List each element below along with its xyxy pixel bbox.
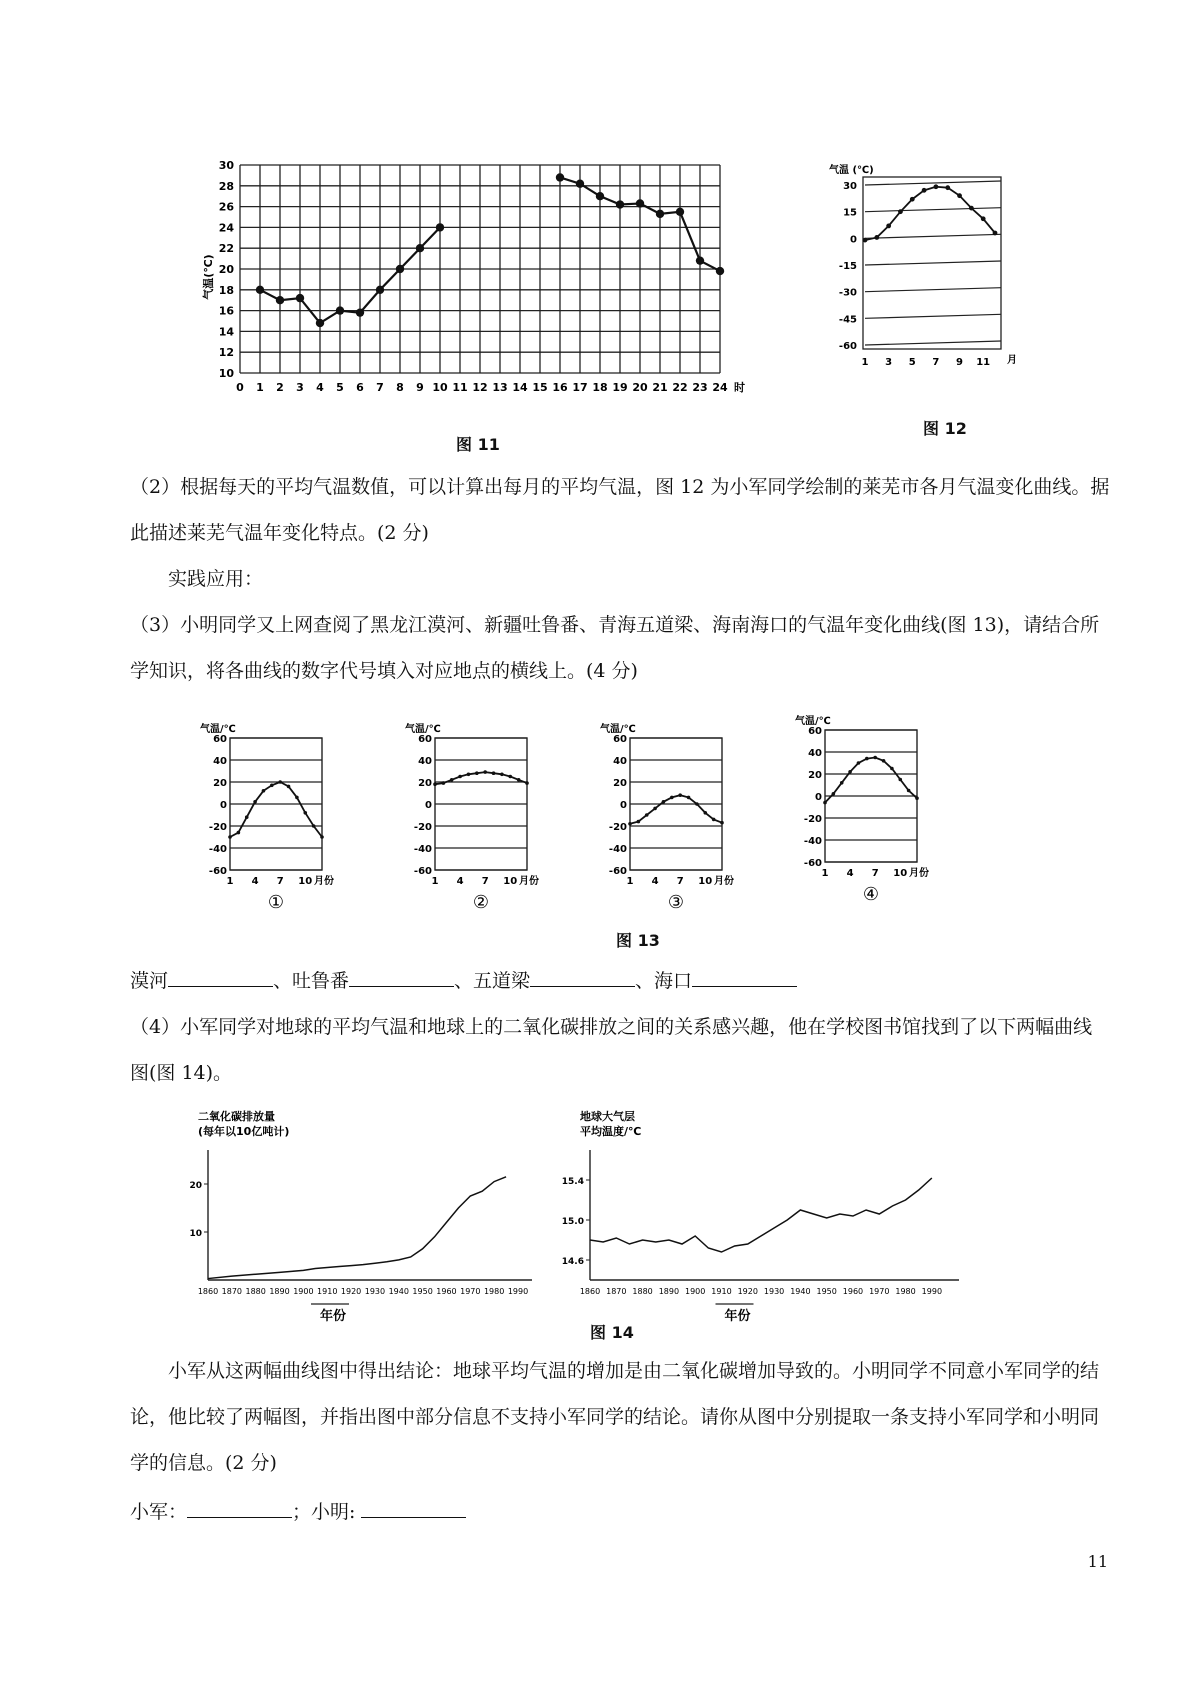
data-point — [356, 308, 364, 316]
x-tick-label: 7 — [676, 876, 684, 887]
x-tick-label: 1 — [626, 876, 634, 887]
x-unit-label: 月份 — [519, 876, 539, 887]
data-point — [865, 757, 869, 761]
y-tick-label: -15 — [838, 261, 857, 272]
data-point — [907, 789, 911, 793]
x-tick-label: 9 — [956, 357, 964, 368]
data-point — [670, 796, 674, 800]
y-tick-label: -40 — [413, 844, 432, 855]
grid-line-horizontal — [865, 208, 1001, 212]
data-point — [832, 792, 836, 796]
series-line — [630, 795, 722, 824]
data-point — [458, 775, 462, 779]
x-tick-label: 4 — [316, 381, 324, 394]
x-tick-label: 1870 — [606, 1287, 627, 1296]
y-tick-label: 15 — [843, 207, 857, 219]
answer-line-places — [130, 958, 1110, 1004]
data-point — [957, 193, 962, 198]
data-point — [517, 778, 521, 782]
data-point — [910, 197, 915, 202]
series-line — [230, 782, 322, 837]
x-tick-label: 1920 — [340, 1287, 362, 1296]
figure-13-chart — [190, 716, 1010, 950]
y-tick-label: -45 — [838, 314, 857, 326]
data-point — [703, 811, 707, 815]
figure-14-caption: 图 14 — [590, 1323, 634, 1342]
x-tick-label: 1880 — [632, 1287, 653, 1296]
grid-line-horizontal — [865, 234, 1001, 238]
y-tick-label: 40 — [213, 756, 227, 767]
data-point — [934, 184, 939, 189]
x-tick-label: 17 — [572, 381, 588, 394]
y-axis-label-line1: 地球大气层 — [580, 1110, 635, 1123]
question-2: （2）根据每天的平均气温数值，可以计算出每月的平均气温，图 12 为小军同学绘制的莱芜市各月气温变化曲线。据此描述莱芜气温年变化特点。(2 分) — [130, 476, 1110, 544]
data-point — [596, 192, 604, 200]
data-point — [915, 796, 919, 800]
x-tick-label: 1890 — [269, 1287, 290, 1296]
data-point — [262, 789, 266, 793]
y-tick-label: 0 — [850, 234, 857, 246]
data-point — [873, 756, 877, 760]
y-tick-label: 16 — [218, 304, 234, 318]
data-point — [436, 223, 444, 231]
data-point — [316, 319, 324, 327]
y-tick-label: 30 — [218, 159, 234, 172]
y-axis-label: 气温/℃ — [405, 724, 441, 735]
data-point — [720, 821, 724, 825]
x-tick-label: 1960 — [842, 1287, 864, 1296]
data-point — [253, 800, 257, 804]
x-tick-label: 11 — [976, 357, 991, 368]
y-tick-label: 60 — [213, 734, 227, 745]
y-tick-label: 15.0 — [561, 1217, 584, 1227]
y-tick-label: -40 — [803, 836, 822, 847]
y-axis-label: 气温 (℃) — [829, 165, 874, 176]
x-tick-label: 13 — [492, 381, 508, 394]
x-tick-label: 10 — [432, 381, 448, 394]
data-point — [636, 199, 644, 207]
x-tick-label: 1 — [226, 876, 234, 887]
data-point — [969, 206, 974, 211]
data-point — [662, 800, 666, 804]
data-point — [890, 767, 894, 771]
data-point — [981, 216, 986, 221]
place-mohe-blank[interactable] — [168, 966, 273, 987]
xiaoming-label: ；小明: — [292, 1501, 362, 1523]
data-point — [278, 780, 282, 784]
x-unit-label: 月 — [1007, 355, 1017, 366]
y-tick-label: 0 — [620, 800, 627, 811]
data-point — [687, 796, 691, 800]
panel-1 — [200, 722, 334, 913]
place-mohe-label: 漠河 — [130, 970, 169, 992]
y-tick-label: 20 — [808, 770, 822, 781]
data-point — [483, 770, 487, 774]
panel-2 — [562, 1109, 959, 1324]
xiaojun-label: 小军： — [130, 1501, 188, 1523]
y-tick-label: 0 — [425, 800, 432, 811]
x-tick-label: 1900 — [685, 1287, 706, 1296]
data-point — [336, 306, 344, 314]
question-4: （4）小军同学对地球的平均气温和地球上的二氧化碳排放之间的关系感兴趣，他在学校图书馆找到了以下两幅曲线图(图 14)。 — [130, 1016, 1093, 1084]
y-tick-label: 14 — [218, 325, 234, 339]
y-tick-label: 0 — [220, 800, 227, 811]
data-point — [508, 775, 512, 779]
x-axis-label: 年份 — [724, 1309, 751, 1324]
y-tick-label: 18 — [218, 283, 234, 297]
x-tick-label: 1970 — [460, 1287, 481, 1296]
data-point — [525, 781, 529, 785]
data-point — [500, 773, 504, 777]
x-tick-label: 7 — [871, 868, 879, 879]
x-tick-label: 12 — [472, 381, 488, 394]
y-tick-label: 20 — [418, 778, 432, 789]
data-point — [450, 778, 454, 782]
y-tick-label: 10 — [218, 367, 234, 380]
x-tick-label: 23 — [692, 381, 708, 394]
y-axis-label: 气温/℃ — [200, 724, 236, 735]
data-point — [256, 286, 264, 294]
series-line — [260, 227, 440, 323]
x-tick-label: 10 — [893, 868, 908, 879]
y-axis-label-line2: (每年以10亿吨计) — [198, 1125, 290, 1138]
question-4-body: 小军从这两幅曲线图中得出结论：地球平均气温的增加是由二氧化碳增加导致的。小明同学不同意小军同学的结论，他比较了两幅图，并指出图中部分信息不支持小军同学的结论。请你从图中分别提取一条支持小军同学和小明同学的信息。(2 分) — [130, 1360, 1100, 1474]
x-tick-label: 7 — [932, 357, 940, 368]
data-point — [628, 822, 632, 826]
data-point — [616, 200, 624, 208]
x-tick-label: 8 — [396, 381, 404, 394]
x-axis-label: 年份 — [319, 1309, 347, 1324]
data-point — [898, 778, 902, 782]
place-haikou-blank[interactable] — [692, 966, 797, 987]
panel-4 — [795, 714, 929, 905]
question-3: （3）小明同学又上网查阅了黑龙江漠河、新疆吐鲁番、青海五道梁、海南海口的气温年变化曲线(图 13)，请结合所学知识，将各曲线的数字代号填入对应地点的横线上。(4 分) — [130, 614, 1100, 682]
data-point — [823, 801, 827, 805]
practice-heading: 实践应用： — [168, 568, 264, 590]
data-point — [712, 818, 716, 822]
panel-1 — [189, 1109, 532, 1324]
data-point — [886, 223, 891, 228]
place-turpan-label: 、吐鲁番 — [273, 970, 350, 992]
y-tick-label: 10 — [189, 1229, 202, 1239]
y-tick-label: 12 — [218, 346, 234, 360]
y-axis-label-line2: 平均温度/℃ — [580, 1125, 642, 1138]
y-tick-label: 30 — [843, 181, 857, 192]
data-point — [696, 256, 704, 264]
data-point — [416, 244, 424, 252]
x-tick-label: 1 — [861, 357, 869, 368]
series-line — [590, 1178, 932, 1252]
panel-label: ③ — [667, 892, 685, 913]
data-point — [320, 835, 324, 839]
y-tick-label: -60 — [608, 866, 627, 877]
data-point — [637, 820, 641, 824]
grid-line-horizontal — [865, 341, 1001, 345]
x-tick-label: 1890 — [658, 1287, 680, 1296]
y-tick-label: 20 — [613, 778, 627, 789]
y-tick-label: -60 — [803, 858, 822, 869]
x-tick-label: 1950 — [816, 1287, 837, 1296]
x-unit-label: 月份 — [714, 876, 734, 887]
x-tick-label: 11 — [452, 381, 468, 394]
figure-11-caption: 图 11 — [456, 435, 500, 454]
data-point — [653, 807, 657, 811]
x-tick-label: 18 — [592, 381, 608, 394]
x-tick-label: 4 — [456, 876, 464, 887]
series-line — [865, 187, 995, 240]
x-tick-label: 7 — [481, 876, 489, 887]
x-tick-label: 1900 — [293, 1287, 314, 1296]
y-tick-label: 60 — [418, 734, 432, 745]
x-tick-label: 1930 — [364, 1287, 386, 1296]
y-axis-label: 气温(℃) — [202, 254, 215, 300]
y-tick-label: 40 — [418, 756, 432, 767]
y-tick-label: 20 — [213, 778, 227, 789]
data-point — [303, 811, 307, 815]
x-tick-label: 1920 — [737, 1287, 758, 1296]
place-haikou-label: 、海口 — [635, 970, 693, 992]
figure-12-chart — [825, 165, 1025, 400]
data-point — [857, 761, 861, 765]
grid-line-horizontal — [865, 261, 1001, 265]
data-point — [922, 188, 927, 193]
x-tick-label: 22 — [672, 381, 688, 394]
x-tick-label: 16 — [552, 381, 568, 394]
panel-label: ② — [472, 892, 490, 913]
place-turpan-blank[interactable] — [349, 966, 454, 987]
panel-3 — [600, 722, 734, 913]
data-point — [863, 238, 868, 243]
y-tick-label: 40 — [613, 756, 627, 767]
y-tick-label: -60 — [208, 866, 227, 877]
data-point — [295, 796, 299, 800]
data-point — [396, 265, 404, 273]
x-tick-label: 1940 — [388, 1287, 409, 1296]
y-tick-label: 28 — [218, 179, 234, 193]
data-point — [695, 802, 699, 806]
data-point — [287, 785, 291, 789]
x-tick-label: 6 — [356, 381, 364, 394]
x-tick-label: 3 — [885, 357, 893, 368]
x-tick-label: 24 — [712, 381, 728, 394]
data-point — [228, 835, 232, 839]
x-tick-label: 5 — [336, 381, 344, 394]
figure-13-caption: 图 13 — [616, 931, 660, 950]
data-point — [945, 185, 950, 190]
data-point — [576, 180, 584, 188]
x-tick-label: 4 — [251, 876, 259, 887]
x-unit-label: 月份 — [909, 868, 929, 879]
x-tick-label: 1910 — [317, 1287, 338, 1296]
x-tick-label: 1950 — [412, 1287, 433, 1296]
data-point — [898, 209, 903, 214]
xiaoming-blank[interactable] — [361, 1497, 466, 1518]
x-tick-label: 1930 — [763, 1287, 785, 1296]
data-point — [276, 296, 284, 304]
y-tick-label: -20 — [803, 814, 822, 825]
data-point — [993, 231, 998, 236]
y-axis-label-line1: 二氧化碳排放量 — [198, 1110, 275, 1123]
y-tick-label: 26 — [218, 200, 234, 214]
x-tick-label: 4 — [846, 868, 854, 879]
x-tick-label: 14 — [512, 381, 528, 394]
answer-line-conclusion — [130, 1489, 1110, 1535]
grid-line-horizontal — [865, 288, 1001, 292]
data-point — [656, 210, 664, 218]
x-tick-label: 1960 — [436, 1287, 457, 1296]
y-tick-label: -20 — [413, 822, 432, 833]
page-number: 11 — [1087, 1552, 1108, 1571]
x-tick-label: 5 — [908, 357, 916, 368]
data-point — [676, 208, 684, 216]
x-tick-label: 4 — [651, 876, 659, 887]
y-tick-label: 0 — [815, 792, 822, 803]
x-tick-label: 10 — [298, 876, 313, 887]
y-tick-label: 60 — [613, 734, 627, 745]
y-tick-label: -30 — [838, 287, 857, 299]
y-tick-label: -20 — [608, 822, 627, 833]
x-tick-label: 21 — [652, 381, 668, 394]
y-tick-label: 20 — [218, 263, 234, 276]
x-tick-label: 7 — [276, 876, 284, 887]
data-point — [442, 781, 446, 785]
place-wudaoliang-label: 、五道梁 — [454, 970, 531, 992]
figure-12-caption: 图 12 — [923, 419, 967, 438]
x-tick-label: 2 — [276, 381, 284, 394]
x-unit-label: 月份 — [314, 876, 334, 887]
x-tick-label: 9 — [416, 381, 424, 394]
data-point — [678, 793, 682, 797]
data-point — [296, 294, 304, 302]
xiaojun-blank[interactable] — [187, 1497, 292, 1518]
x-tick-label: 1 — [431, 876, 439, 887]
y-tick-label: -60 — [838, 341, 857, 352]
x-tick-label: 1980 — [895, 1287, 916, 1296]
y-tick-label: 20 — [189, 1181, 202, 1191]
data-point — [882, 759, 886, 763]
y-tick-label: -40 — [608, 844, 627, 855]
x-tick-label: 1 — [256, 381, 264, 394]
y-tick-label: -20 — [208, 822, 227, 833]
x-tick-label: 15 — [532, 381, 548, 394]
data-point — [492, 771, 496, 775]
y-tick-label: -60 — [413, 866, 432, 877]
data-point — [645, 813, 649, 817]
x-tick-label: 7 — [376, 381, 384, 394]
y-axis-label: 气温/℃ — [600, 724, 636, 735]
x-tick-label: 0 — [236, 381, 244, 394]
x-tick-label: 1880 — [245, 1287, 266, 1296]
data-point — [245, 815, 249, 819]
x-tick-label: 10 — [503, 876, 518, 887]
figure-11-chart — [200, 150, 800, 460]
y-tick-label: 60 — [808, 726, 822, 737]
grid-line-horizontal — [865, 181, 1001, 185]
figure-14-chart — [189, 1110, 1040, 1345]
x-tick-label: 1990 — [921, 1287, 943, 1296]
panel-label: ① — [267, 892, 285, 913]
y-tick-label: 14.6 — [561, 1257, 584, 1267]
place-wudaoliang-blank[interactable] — [530, 966, 635, 987]
x-tick-label: 1910 — [711, 1287, 732, 1296]
x-tick-label: 1940 — [790, 1287, 811, 1296]
x-tick-label: 1860 — [197, 1287, 219, 1296]
x-unit-label: 时 — [734, 381, 745, 394]
data-point — [433, 782, 437, 786]
x-tick-label: 20 — [632, 381, 648, 394]
data-point — [237, 831, 241, 835]
grid-line-horizontal — [865, 314, 1001, 318]
data-point — [848, 770, 852, 774]
x-tick-label: 10 — [698, 876, 713, 887]
y-tick-label: 40 — [808, 748, 822, 759]
x-tick-label: 1970 — [869, 1287, 890, 1296]
data-point — [475, 771, 479, 775]
x-tick-label: 19 — [612, 381, 628, 394]
x-tick-label: 1990 — [507, 1287, 529, 1296]
data-point — [716, 267, 724, 275]
data-point — [376, 286, 384, 294]
x-tick-label: 1980 — [483, 1287, 505, 1296]
data-point — [840, 781, 844, 785]
panel-label: ④ — [862, 884, 880, 905]
series-line — [208, 1177, 506, 1279]
y-tick-label: 24 — [218, 221, 234, 235]
y-tick-label: 15.4 — [561, 1177, 584, 1187]
x-tick-label: 1860 — [579, 1287, 601, 1296]
data-point — [467, 773, 471, 777]
data-point — [874, 235, 879, 240]
y-tick-label: -40 — [208, 844, 227, 855]
x-tick-label: 1870 — [221, 1287, 243, 1296]
y-tick-label: 22 — [218, 242, 234, 256]
data-point — [270, 784, 274, 788]
x-tick-label: 1 — [821, 868, 829, 879]
data-point — [312, 824, 316, 828]
x-tick-label: 3 — [296, 381, 304, 394]
data-point — [556, 173, 564, 181]
panel-2 — [405, 722, 539, 913]
y-axis-label: 气温/℃ — [795, 716, 831, 727]
